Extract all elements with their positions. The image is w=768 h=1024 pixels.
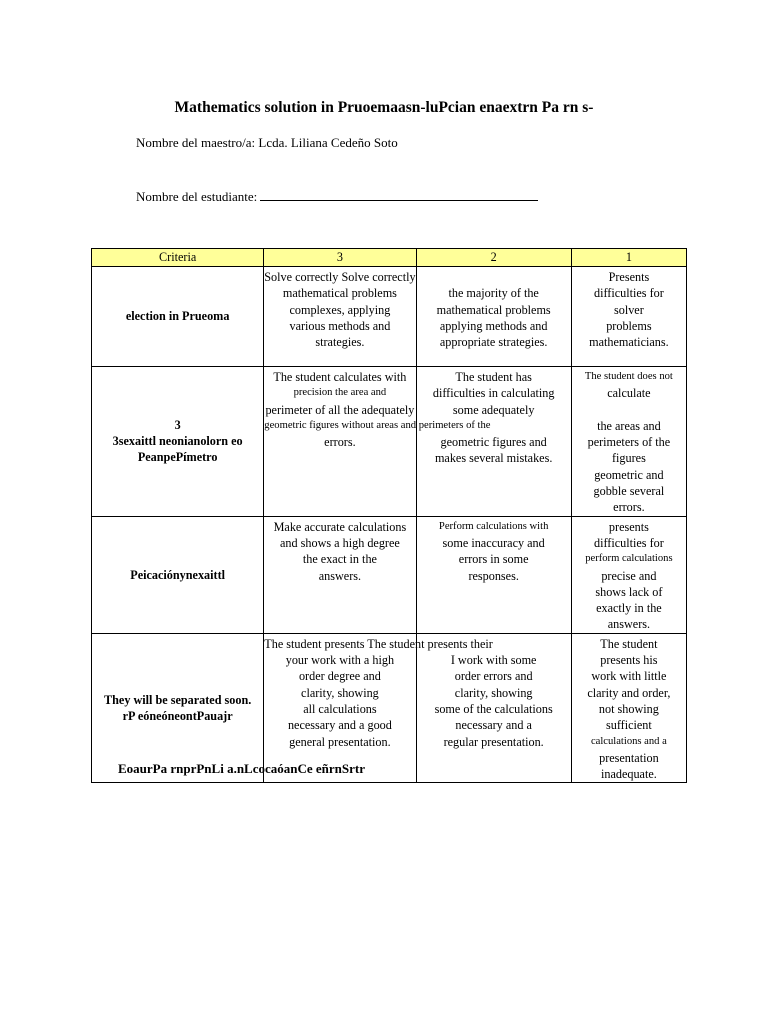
criteria-line: rP eóneóneontPauajr [122,709,233,724]
cell-line: and shows a high degree [280,535,400,550]
cell-line: Perform calculations with [438,520,549,532]
cell-line: precise and [601,568,657,583]
cell-line [572,402,686,418]
header-criteria: Criteria [92,249,264,267]
cell-line: mathematical problems [436,302,551,317]
score-2-cell [416,516,571,633]
criteria-cell [92,516,264,633]
cell-line: clarity, showing [454,685,533,700]
cell-line: not showing [598,701,659,716]
cell-line: the areas and [597,418,661,433]
cell-line: difficulties in calculating [432,386,555,401]
cell-line: mathematicians. [589,335,669,350]
cell-line: gobble several [593,484,665,499]
cell-line: your work with a high [285,653,395,668]
student-name-blank [260,187,538,201]
score-3-cell [264,367,491,517]
cell-line: problems [606,318,652,333]
score-2-cell [416,633,571,783]
cell-line: work with little [591,669,667,684]
header-score-3: 3 [264,249,416,267]
cell-line: calculations and a [590,735,667,747]
cell-line: solver [613,302,644,317]
cell-line: I work with some [450,653,537,668]
criteria-line: They will be separated soon. [104,692,252,707]
score-1-cell [571,367,686,517]
cell-line: general presentation. [289,734,391,749]
cell-line: answers. [607,617,651,632]
criteria-cell [92,367,264,517]
student-name-label: Nombre del estudiante: [136,189,258,204]
cell-line: precision the area and [293,387,387,399]
score-3-cell [264,267,416,367]
rubric-row [92,267,687,367]
cell-line: difficulties for [593,535,664,550]
rubric-row [92,367,687,517]
cell-line [417,269,571,285]
cell-line: answers. [318,568,362,583]
cell-line: errors in some [458,552,529,567]
rubric-row [92,516,687,633]
score-1-cell [571,267,686,367]
cell-line: difficulties for [593,286,664,301]
cell-line: some of the calculations [434,701,553,716]
cell-line: perimeter of all the adequately [265,402,415,417]
rubric-table [91,248,687,783]
rubric-header-row [92,249,687,267]
cell-line: complexes, applying [289,302,391,317]
cell-line: Make accurate calculations [273,519,407,534]
cell-line: necessary and a good [287,718,392,733]
criteria-line: 3 [174,417,181,432]
cell-line: figures [611,451,646,466]
cell-line: the majority of the [448,286,539,301]
cell-line: The student [600,636,658,651]
cell-line: perimeters of the [587,435,671,450]
cell-line: clarity and order, [587,685,671,700]
cell-line: makes several mistakes. [434,451,553,466]
cell-line: sufficient [605,718,652,733]
cell-line: presentation [599,750,659,765]
cell-line: order degree and [298,669,381,684]
cell-line: shows lack of [595,584,663,599]
cell-line: some adequately [452,402,535,417]
cell-line: responses. [468,568,519,583]
cell-line: exactly in the [596,601,662,616]
criteria-line: Peicaciónynexaittl [130,567,226,582]
student-name-line [136,187,538,205]
cell-line: errors. [613,500,645,515]
cell-line: clarity, showing [301,685,379,700]
cell-line: The student presents The student presents their [264,636,493,651]
cell-line: calculate [607,386,651,401]
cell-line: some inaccuracy and [442,535,545,550]
cell-line: geometric figures and [440,435,547,450]
score-2-cell [416,267,571,367]
cell-line: regular presentation. [443,734,544,749]
cell-line: inadequate. [600,767,657,782]
score-2-cell [416,367,571,517]
criteria-line: election in Prueoma [125,309,230,324]
cell-line: presents his [600,653,658,668]
teacher-name-line: Nombre del maestro/a: Lcda. Liliana Cedeño Soto [136,135,398,150]
score-1-cell [571,633,686,783]
score-3-cell [264,516,416,633]
cell-line: geometric and [594,467,664,482]
header-score-1: 1 [571,249,686,267]
cell-line: necessary and a [455,718,532,733]
cell-line: strategies. [315,335,365,350]
document-title: Mathematics solution in Pruoemaasn-luPcian enaextrn Pa rn s- [174,99,594,116]
cell-line: Solve correctly Solve correctly [264,270,416,284]
cell-line: The student does not [584,371,673,382]
cell-line: mathematical problems [282,286,397,301]
cell-line: Presents [608,270,650,284]
cell-line: presents [608,519,649,534]
cell-line: perform calculations [585,553,673,565]
cell-line: order errors and [454,669,533,684]
cell-line: appropriate strategies. [439,335,548,350]
cell-line: applying methods and [439,318,548,333]
criteria-line: 3sexaittl neonianolorn eo [112,434,243,449]
document-footer: EoaurPa rnprPnLi a.nLcocaóanCe eñrnSrtr [118,761,365,776]
cell-line: The student calculates with [273,370,407,384]
cell-line: various methods and [289,318,391,333]
header-score-2: 2 [416,249,571,267]
cell-line: errors. [324,435,356,450]
score-1-cell [571,516,686,633]
cell-line: The student has [455,370,532,384]
cell-line: the exact in the [302,552,377,567]
criteria-line: PeanpePímetro [137,450,218,465]
cell-line: all calculations [303,701,377,716]
cell-line: geometric figures without areas and perimeters of the [264,419,491,431]
criteria-cell [92,267,264,367]
